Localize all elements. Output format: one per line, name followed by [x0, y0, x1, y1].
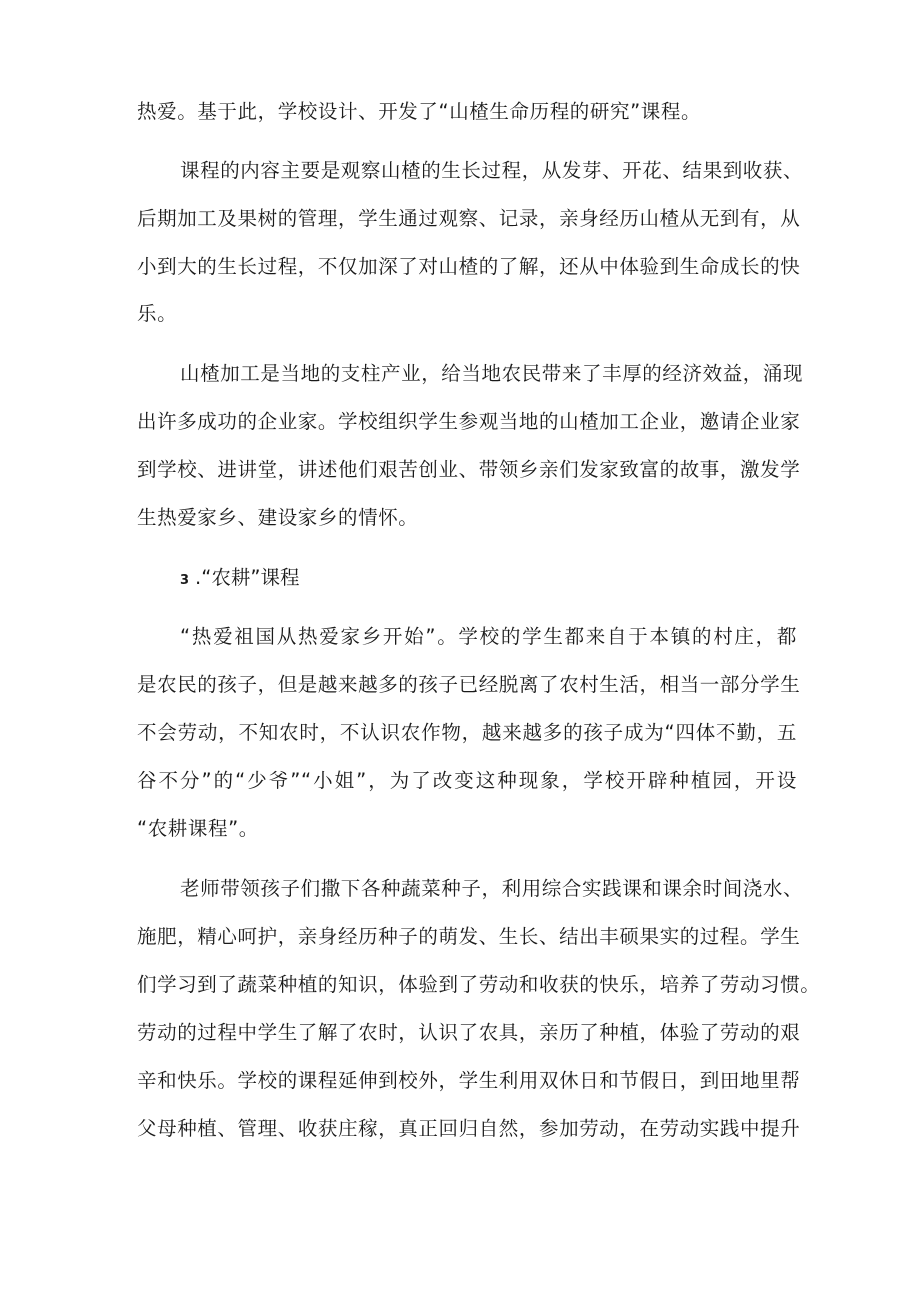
para2-line-4: 乐。 — [137, 302, 178, 325]
para4-line-2: 是农民的孩子，但是越来越多的孩子已经脱离了农村生活，相当一部分学生 — [137, 673, 801, 696]
para4-line-4: 谷不分”的“少爷”“小姐”，为了改变这种现象，学校开辟种植园，开设 — [137, 769, 797, 792]
para2-line-3: 小到大的生长过程，不仅加深了对山楂的了解，还从中体验到生命成长的快 — [137, 255, 801, 278]
para5-line-5: 辛和快乐。学校的课程延伸到校外，学生利用双休日和节假日，到田地里帮 — [137, 1069, 801, 1092]
para3-line-3: 到学校、进讲堂，讲述他们艰苦创业、带领乡亲们发家致富的故事，激发学 — [137, 458, 801, 481]
para1-line-1: 热爱。基于此，学校设计、开发了“山楂生命历程的研究”课程。 — [137, 100, 702, 123]
para4-line-1: “热爱祖国从热爱家乡开始”。学校的学生都来自于本镇的村庄，都 — [180, 625, 797, 648]
para4-line-5: “农耕课程”。 — [137, 817, 259, 840]
para5-line-2: 施肥，精心呵护，亲身经历种子的萌发、生长、结出丰硕果实的过程。学生 — [137, 925, 801, 948]
para3-line-2: 出许多成功的企业家。学校组织学生参观当地的山楂加工企业，邀请企业家 — [137, 410, 801, 433]
para5-line-6: 父母种植、管理、收获庄稼，真正回归自然，参加劳动，在劳动实践中提升 — [137, 1117, 801, 1140]
section-number: 3 — [180, 573, 190, 588]
section-heading-3 — [180, 564, 299, 592]
para5-line-4: 劳动的过程中学生了解了农时，认识了农具，亲历了种植，体验了劳动的艰 — [137, 1021, 801, 1044]
para4-line-3: 不会劳动，不知农时，不认识农作物，越来越多的孩子成为“四体不勤，五 — [137, 721, 797, 744]
para5-line-3: 们学习到了蔬菜种植的知识，体验到了劳动和收获的快乐，培养了劳动习惯。 — [137, 973, 821, 996]
para3-line-1: 山楂加工是当地的支柱产业，给当地农民带来了丰厚的经济效益，涌现 — [180, 362, 804, 385]
para2-line-1: 课程的内容主要是观察山楂的生长过程，从发芽、开花、结果到收获、 — [180, 159, 804, 182]
para5-line-1: 老师带领孩子们撒下各种蔬菜种子，利用综合实践课和课余时间浇水、 — [180, 877, 804, 900]
para2-line-2: 后期加工及果树的管理，学生通过观察、记录，亲身经历山楂从无到有，从 — [137, 207, 801, 230]
section-title: .“农耕”课程 — [195, 566, 300, 589]
para3-line-4: 生热爱家乡、建设家乡的情怀。 — [137, 506, 419, 529]
